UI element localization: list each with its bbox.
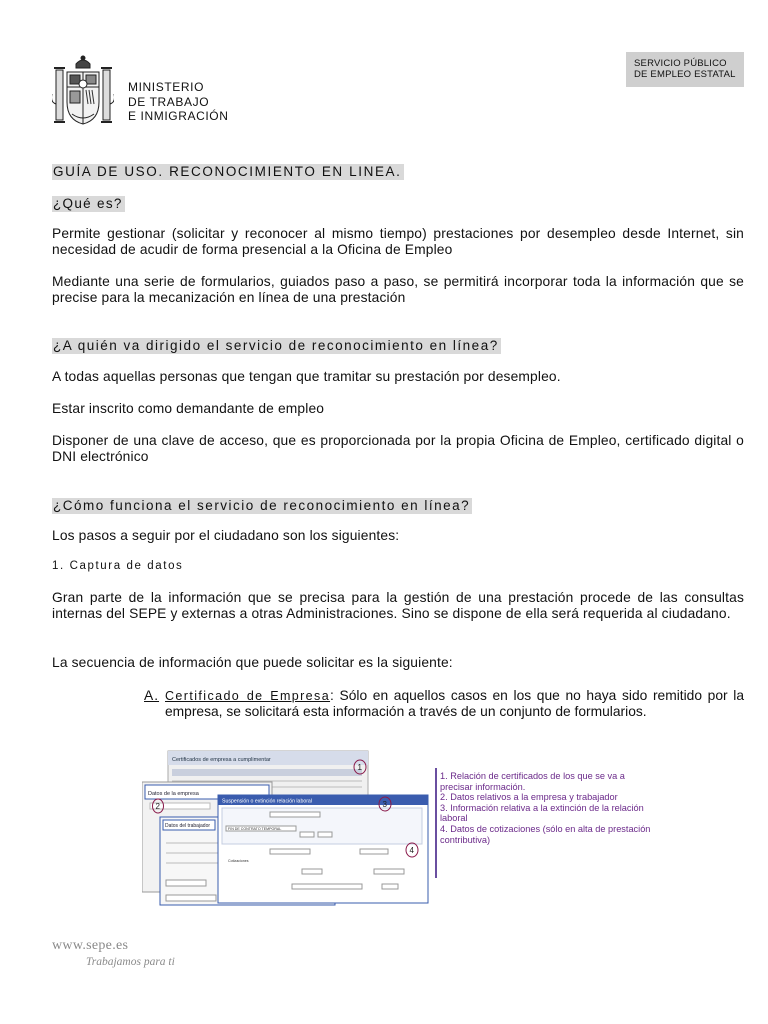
callout-number-4: 4 (409, 846, 414, 855)
form-suspension-extincion (218, 795, 428, 903)
form1-title: Certificados de empresa a cumplimentar (172, 757, 271, 763)
form4-title: Suspensión o extinción relación laboral (222, 798, 312, 805)
paragraph-pasos: Los pasos a seguir por el ciudadano son los siguientes: (52, 528, 400, 543)
paragraph-permite: Permite gestionar (solicitar y reconocer al mismo tiempo) prestaciones por desempleo desde Internet, sin necesidad de acudir de forma presencial a la Oficina de Empleo (52, 226, 744, 258)
form4-section: Cotizaciones (228, 859, 249, 863)
form3-title: Datos del trabajador (165, 823, 211, 829)
list-item-a (144, 688, 744, 721)
callout-number-1: 1 (357, 763, 362, 772)
figure-legend (440, 771, 660, 845)
form4-option: FIN DE CONTRATO TEMPORAL (228, 827, 282, 831)
sepe-line-1: SERVICIO PÚBLICO (634, 58, 727, 69)
legend-item-2: 2. Datos relativos a la empresa y trabajador (440, 792, 618, 803)
ministry-line-3: E INMIGRACIÓN (128, 109, 229, 123)
section-heading-que-es: ¿Qué es? (53, 196, 123, 211)
forms-illustration (142, 745, 432, 907)
step-heading-captura: 1. Captura de datos (52, 560, 184, 572)
legend-item-4: 4. Datos de cotizaciones (sólo en alta de prestación contributiva) (440, 823, 651, 845)
paragraph-inscrito: Estar inscrito como demandante de empleo (52, 401, 325, 416)
paragraph-secuencia: La secuencia de información que puede solicitar es la siguiente: (52, 655, 453, 670)
paragraph-gran-parte: Gran parte de la información que se precisa para la gestión de una prestación procede de las consultas internas del SEPE y externas a otras Administraciones. Sino se dispone de ella será requerida al ciudadano. (52, 590, 744, 622)
sepe-label-box (626, 52, 744, 87)
footer-tagline: Trabajamos para ti (86, 956, 175, 968)
item-a-text: : Sólo en aquellos casos en los que no haya sido remitido por la empresa, se solicitará esta información a través de un conjunto de formularios. (165, 688, 744, 720)
legend-item-3: 3. Información relativa a la extinción de la relación laboral (440, 802, 644, 824)
list-marker-a: A. (144, 688, 160, 703)
paragraph-mediante: Mediante una serie de formularios, guiados paso a paso, se permitirá incorporar toda la información que se precise para la mecanización en línea de una prestación (52, 274, 744, 306)
coat-of-arms-logo (52, 54, 114, 134)
form2-title: Datos de la empresa (148, 791, 199, 797)
ministry-line-1: MINISTERIO (128, 80, 205, 94)
footer-url[interactable]: www.sepe.es (52, 938, 129, 953)
document-title: GUÍA DE USO. RECONOCIMIENTO EN LINEA. (53, 164, 402, 179)
legend-divider (435, 768, 437, 878)
ministry-line-2: DE TRABAJO (128, 94, 210, 109)
ministry-name (128, 80, 228, 124)
certificado-empresa-link: Certificado de Empresa (165, 689, 331, 703)
sepe-line-2: DE EMPLEO ESTATAL (634, 69, 736, 80)
section-heading-a-quien: ¿A quién va dirigido el servicio de reconocimiento en línea? (53, 338, 499, 353)
paragraph-todas: A todas aquellas personas que tengan que tramitar su prestación por desempleo. (52, 369, 561, 384)
paragraph-clave: Disponer de una clave de acceso, que es proporcionada por la propia Oficina de Empleo, certificado digital o DNI electrónico (52, 433, 744, 465)
section-heading-como-funciona: ¿Cómo funciona el servicio de reconocimiento en línea? (53, 498, 471, 513)
callout-number-3: 3 (382, 800, 387, 809)
callout-number-2: 2 (155, 802, 160, 811)
legend-item-1: 1. Relación de certificados de los que se va a precisar información. (440, 771, 625, 792)
